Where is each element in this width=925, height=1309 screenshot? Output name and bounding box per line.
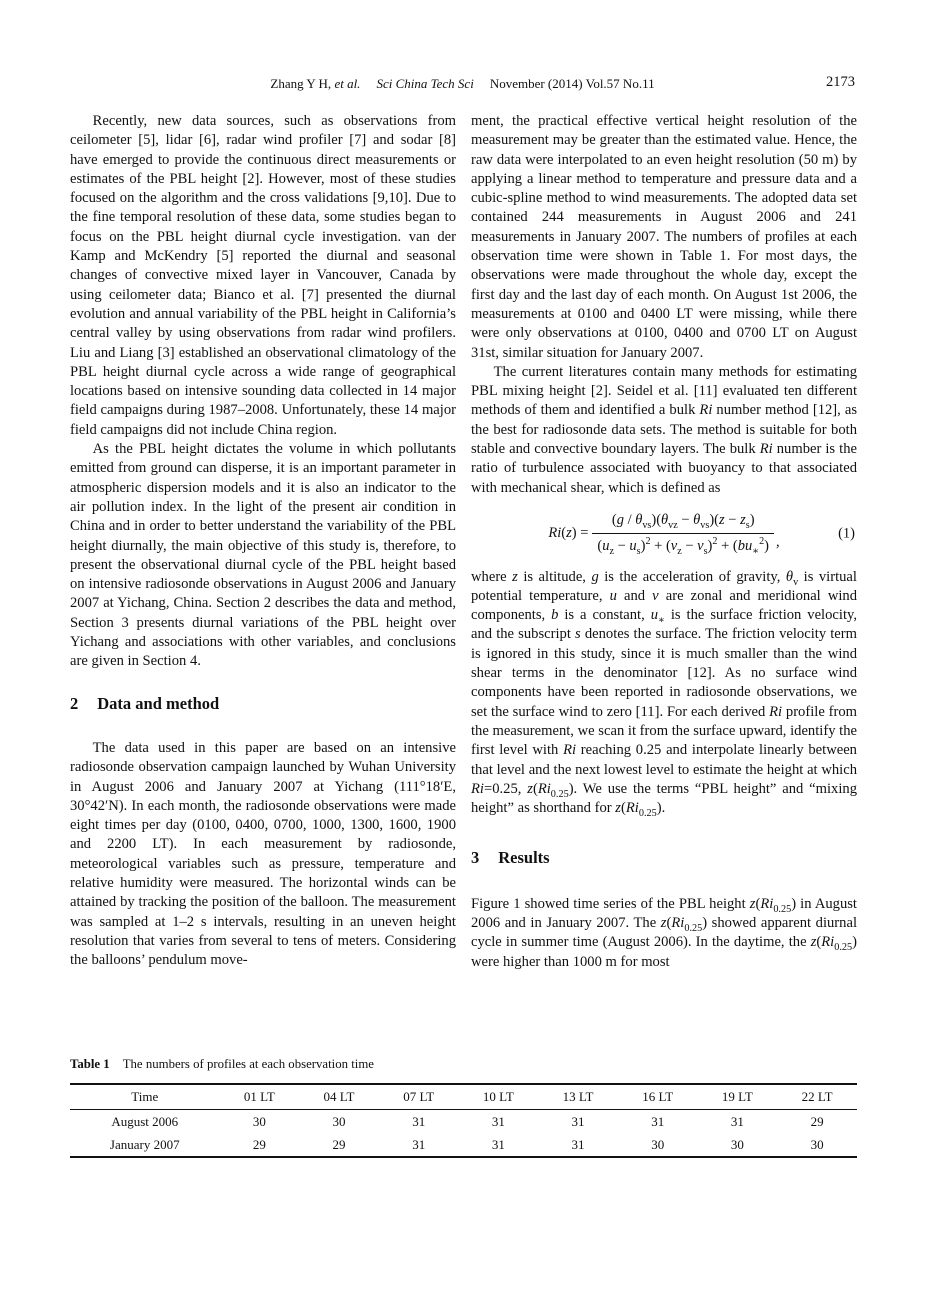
table-cell: January 2007: [109, 1136, 180, 1152]
table-cell: 31: [412, 1113, 426, 1129]
paragraph: Recently, new data sources, such as observations from ceilometer [5], lidar [6], radar wind profiler [7] and sodar [8] have emerged to provide the continuous direct measurements or estimates of the PBL height [2]. However, most of these studies focused on the algorithm and the cross validations [9,10]. Due to the fine temporal resolution of these data, some studies began to focus on the PBL height diurnal cycle investigation. van der Kamp and McKendry [5] reported the diurnal and seasonal changes of convective mixed layer in Vancouver, Canada by using ceilometer data; Bianco et al. [7] presented the diurnal evolution and annual variability of the PBL height in California’s central valley by using observations from radar wind profilers. Liu and Liang [3] established an observational climatology of the PBL height diurnal cycle across a wide range of geographical locations based on intensive sounding data collected in 14 major field campaigns during 1987–2008. Unfortunately, these 14 major field campaigns did not include China region.: [70, 113, 456, 438]
table-cell: 31: [730, 1113, 744, 1129]
table-header-cell: 13 LT: [538, 1084, 618, 1110]
equation-denominator: $(u_z - u_s)^2 + (v_z - v_s)^2 + (bu_∗^2)$: [597, 536, 770, 558]
table-header-cell: 19 LT: [698, 1084, 778, 1110]
table-header-cell: 04 LT: [299, 1084, 379, 1110]
table-header-cell: 16 LT: [618, 1084, 698, 1110]
table-cell: 31: [491, 1113, 505, 1129]
section-heading-results: [471, 848, 857, 867]
section-title: Data and method: [97, 693, 220, 713]
table-header-cell: 01 LT: [220, 1084, 300, 1110]
table-cell: 31: [651, 1113, 665, 1129]
table-cell: 31: [571, 1113, 585, 1129]
table-header-cell: Time: [70, 1084, 220, 1110]
table-header-cell: 10 LT: [459, 1084, 539, 1110]
header-journal-title: Sci China Tech Sci: [376, 76, 474, 91]
section-number: 3: [471, 848, 480, 868]
equation-comma: ,: [776, 534, 780, 551]
table1-caption-text: The numbers of profiles at each observation time: [122, 1057, 374, 1071]
left-column: [70, 112, 456, 972]
section-title: Results: [498, 848, 550, 868]
paragraph: The data used in this paper are based on an intensive radiosonde observation campaign launched by Wuhan University in August 2006 and January 2007 at Yichang (111°18′E, 30°42′N). In each month, the radiosonde observations were made eight times per day (0100, 0400, 0700, 1000, 1300, 1600, 1900 and 2200 LT). In each measurement by radiosonde, meteorological variables such as pressure, temperature and relative humidity were measured. The horizontal winds can be attained by tracking the position of the balloon. The measurement was sampled at 1–2 s intervals, resulting in an uneven height resolution that varies from several to tens of meters. Considering the balloons’ pendulum move-: [70, 739, 456, 969]
running-header: [70, 76, 855, 92]
table-cell: 30: [730, 1136, 744, 1152]
equation-number: (1): [838, 525, 855, 542]
table-cell: 30: [810, 1136, 824, 1152]
paragraph: The current literatures contain many methods for estimating PBL mixing height [2]. Seidel et al. [11] evaluated ten different methods of them and identified a bulk Ri number method [12], as the best for radiosonde data sets. The method is suitable for both stable and convective boundary layers. The bulk Ri number is the ratio of turbulence associated with buoyancy to that associated with mechanical shear, which is defined as: [471, 363, 857, 496]
table-cell: 29: [252, 1136, 266, 1152]
table-row: [70, 1110, 857, 1134]
table-cell: 29: [810, 1113, 824, 1129]
paragraph: As the PBL height dictates the volume in which pollutants emitted from ground can disperse, it is an important parameter in atmospheric dispersion models and it is also an indicator to the air pollution index. In the light of the present air condition in China and in order to better understand the variability of the PBL height diurnally, the main objective of this study is, therefore, to present the observational diurnal cycle of the PBL height based on intensive radiosonde observations in August 2006 and January 2007 at Yichang, China. Section 2 describes the data and method, Section 3 presents diurnal variations of the PBL height over Yichang and associations with other variables, and conclusions are given in Section 4.: [70, 441, 456, 670]
paragraph: Figure 1 showed time series of the PBL height $z(Ri_{0.25})$ in August 2006 and in January 2007. The $z(Ri_{0.25})$ showed apparent diurnal cycle in summer time (August 2006). In the daytime, the $z(Ri_{0.25})$ were higher than 1000 m for most: [471, 895, 857, 970]
table-cell: 30: [651, 1136, 665, 1152]
table-cell: 29: [332, 1136, 346, 1152]
table-cell: 31: [412, 1136, 426, 1152]
page-number: 2173: [826, 74, 855, 90]
table1-block: [70, 1057, 857, 1158]
right-column: [471, 112, 857, 972]
equation-numerator: $(g / \theta_{vs})(\theta_{vz} - \theta_{vs})(z - z_s)$: [592, 511, 774, 534]
table1: [70, 1083, 857, 1158]
table-row: [70, 1133, 857, 1157]
table1-caption-label: Table 1: [70, 1057, 110, 1071]
table-header-cell: 22 LT: [777, 1084, 857, 1110]
header-issue-info: November (2014) Vol.57 No.11: [489, 76, 655, 91]
table1-caption: [70, 1057, 857, 1072]
table-cell: August 2006: [111, 1113, 179, 1129]
table-cell: 31: [571, 1136, 585, 1152]
table-cell: 30: [252, 1113, 266, 1129]
section-heading-data-and-method: [70, 694, 456, 713]
two-column-body: [70, 112, 857, 972]
paragraph: where z is altitude, g is the acceleration of gravity, $\theta_v$ is virtual potential temperature, u and v are zonal and meridional wind components, b is a constant, $u_∗$ is the surface friction velocity, and the subscript s denotes the surface. The friction velocity term is ignored in this study, since it is much smaller than the wind shear terms in the denominator [12]. As no surface wind components have been reported in radiosonde observations, we set the surface wind to zero [11]. For each derived Ri profile from the measurement, we scan it from the surface upward, identify the first level with Ri reaching 0.25 and interpolate linearly between that level and the next lowest level to estimate the height at which Ri=0.25, $z(Ri_{0.25})$. We use the terms “PBL height” and “mixing height” as shorthand for $z(Ri_{0.25})$.: [471, 568, 858, 819]
header-authors: Zhang Y H, et al.: [270, 76, 361, 91]
table-cell: 31: [491, 1136, 505, 1152]
table-header-cell: 07 LT: [379, 1084, 459, 1110]
section-number: 2: [70, 693, 79, 713]
equation-fraction: [592, 511, 774, 557]
equation-1: [471, 511, 857, 557]
paragraph: ment, the practical effective vertical height resolution of the measurement may be greater than the estimated value. Hence, the raw data were interpolated to an even height resolution (50 m) by applying a linear method to temperature and pressure data and a cubic-spline method to wind measurements. The adopted data set contained 244 measurements in August 2006 and 241 measurements in January 2007. The numbers of profiles at each observation time were shown in Table 1. For most days, the observations were made throughout the whole day, except the first day and the last day of each month. On August 1st 2006, the measurements at 0100 and 0400 LT were missing, while there were only observations at 0100, 0400 and 0700 LT on August 31st, similar situation for January 2007.: [471, 113, 857, 361]
table-cell: 30: [332, 1113, 346, 1129]
equation-lhs: Ri(z) =: [548, 525, 589, 542]
table-header-row: [70, 1084, 857, 1110]
